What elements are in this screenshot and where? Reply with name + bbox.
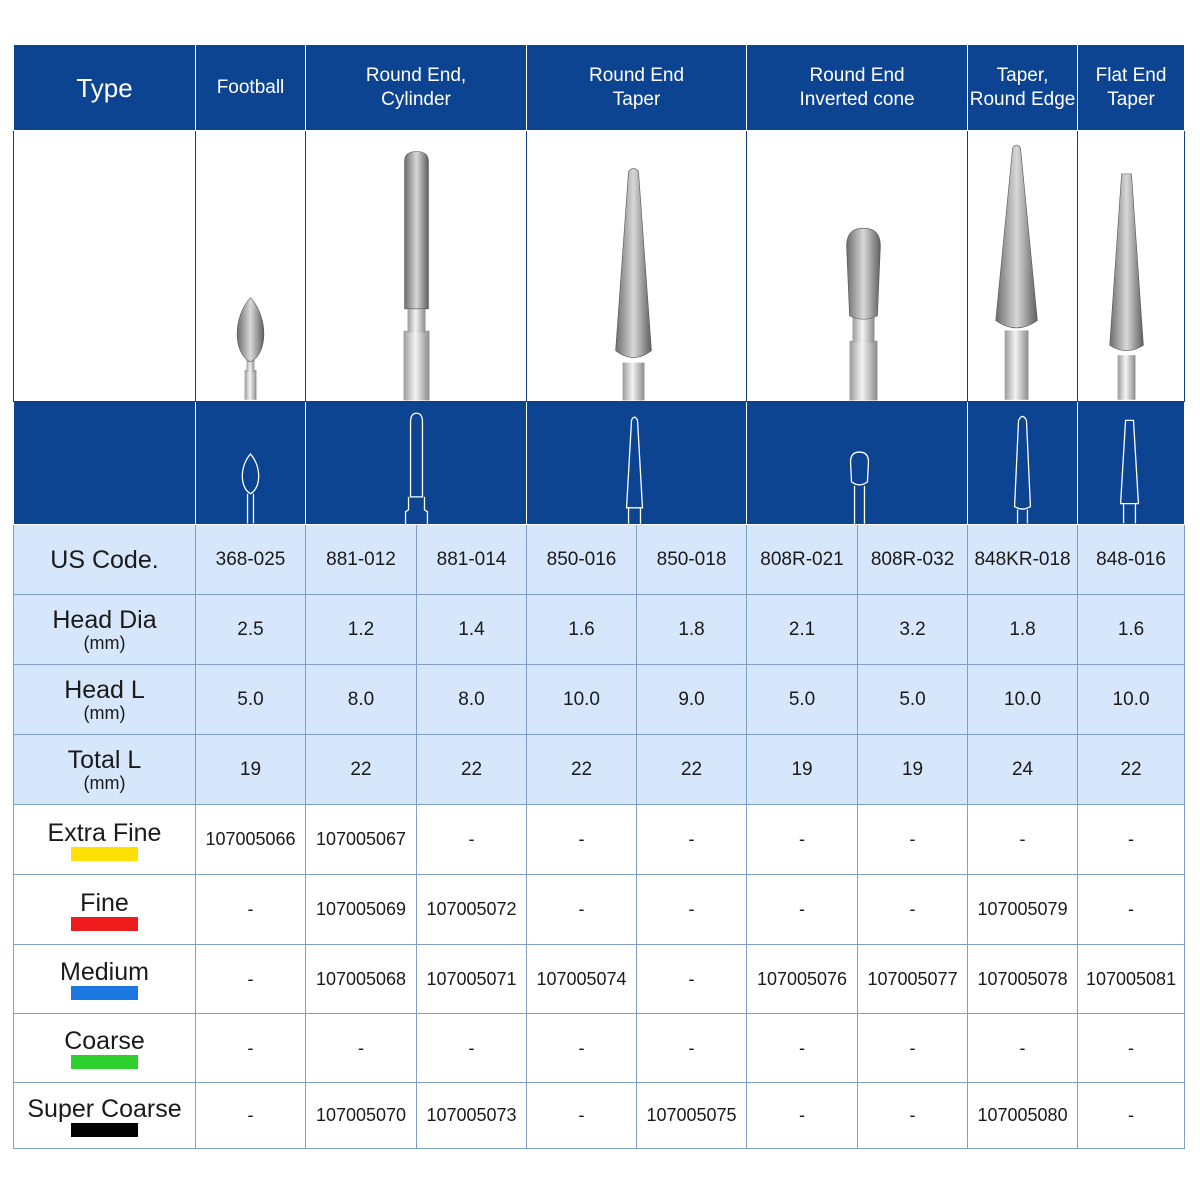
photo-row <box>14 131 1185 402</box>
grit-name: Fine <box>80 888 129 917</box>
head-l-row <box>14 665 1185 735</box>
item-code-cell: - <box>196 1083 306 1149</box>
item-code-cell: - <box>1078 875 1185 945</box>
photo-football <box>196 131 306 402</box>
item-code-cell: 107005070 <box>306 1083 417 1149</box>
head-dia-cell: 1.8 <box>968 595 1078 665</box>
grit-name: Medium <box>60 958 149 986</box>
grit-color-swatch <box>71 1123 138 1137</box>
item-code-cell: 107005080 <box>968 1083 1078 1149</box>
type-round-end-cylinder <box>306 45 527 131</box>
photo-taper-round-edge <box>968 131 1078 402</box>
grit-label-medium <box>14 945 196 1014</box>
grit-color-swatch <box>71 986 138 1000</box>
item-code-cell: 107005074 <box>527 945 637 1014</box>
us-code-cell: 848KR-018 <box>968 525 1078 595</box>
grit-name: Super Coarse <box>27 1094 182 1123</box>
type-label: Round End, Cylinder <box>365 64 467 110</box>
grit-label-coarse <box>14 1014 196 1083</box>
taper-round-edge-outline-icon <box>968 402 1077 524</box>
item-code-cell: - <box>306 1014 417 1083</box>
head-l-label <box>14 665 196 735</box>
item-code-cell: - <box>196 875 306 945</box>
total-l-cell: 22 <box>417 735 527 805</box>
inverted-cone-outline-icon <box>747 402 967 524</box>
inverted-cone-bur-image <box>747 131 967 401</box>
item-code-cell: 107005068 <box>306 945 417 1014</box>
item-code-cell: 107005078 <box>968 945 1078 1014</box>
us-code-cell: 850-016 <box>527 525 637 595</box>
head-l-cell: 10.0 <box>527 665 637 735</box>
taper-outline-icon <box>527 402 746 524</box>
item-code-cell: 107005072 <box>417 875 527 945</box>
taper-round-edge-bur-image <box>968 131 1077 401</box>
photo-flat-end-taper <box>1078 131 1185 402</box>
type-football <box>196 45 306 131</box>
sketch-round-end-cylinder <box>306 402 527 525</box>
photo-round-end-cylinder <box>306 131 527 402</box>
item-code-cell: 107005079 <box>968 875 1078 945</box>
type-label: Round End Inverted cone <box>799 64 915 110</box>
head-dia-cell: 2.5 <box>196 595 306 665</box>
head-dia-cell: 1.2 <box>306 595 417 665</box>
item-code-cell: 107005075 <box>637 1083 747 1149</box>
grit-color-swatch <box>71 1055 138 1069</box>
grit-row-extra-fine <box>14 805 1185 875</box>
grit-color-swatch <box>71 847 138 861</box>
item-code-cell: - <box>1078 805 1185 875</box>
type-label: Football <box>216 76 285 98</box>
us-code-cell: 808R-021 <box>747 525 858 595</box>
unit-text: (mm) <box>83 772 126 793</box>
sketch-taper-round-edge <box>968 402 1078 525</box>
item-code-cell: - <box>1078 1083 1185 1149</box>
header-row <box>14 45 1185 131</box>
head-l-text: Head L <box>64 675 145 704</box>
us-code-cell: 881-014 <box>417 525 527 595</box>
item-code-cell: - <box>527 805 637 875</box>
item-code-cell: - <box>968 1014 1078 1083</box>
item-code-cell: - <box>968 805 1078 875</box>
grit-name: Extra Fine <box>47 818 162 847</box>
head-l-cell: 10.0 <box>1078 665 1185 735</box>
sketch-round-end-taper <box>527 402 747 525</box>
head-l-cell: 5.0 <box>196 665 306 735</box>
item-code-cell: - <box>858 875 968 945</box>
grit-row-super-coarse <box>14 1083 1185 1149</box>
total-l-cell: 22 <box>527 735 637 805</box>
grit-name: Coarse <box>64 1027 145 1055</box>
cylinder-bur-image <box>306 131 526 401</box>
item-code-cell: 107005081 <box>1078 945 1185 1014</box>
head-l-cell: 8.0 <box>417 665 527 735</box>
unit-text: (mm) <box>83 702 126 723</box>
us-code-label: US Code. <box>14 525 196 595</box>
type-round-end-inverted-cone <box>747 45 968 131</box>
total-l-cell: 19 <box>196 735 306 805</box>
football-outline-icon <box>196 402 305 524</box>
total-l-cell: 19 <box>858 735 968 805</box>
type-taper-round-edge <box>968 45 1078 131</box>
type-label: Round End Taper <box>588 64 685 110</box>
total-l-cell: 22 <box>637 735 747 805</box>
head-dia-cell: 1.8 <box>637 595 747 665</box>
item-code-cell: - <box>196 1014 306 1083</box>
us-code-cell: 808R-032 <box>858 525 968 595</box>
flat-end-taper-outline-icon <box>1078 402 1184 524</box>
photo-empty-cell <box>14 131 196 402</box>
grit-color-swatch <box>71 917 138 931</box>
sketch-empty-cell <box>14 402 196 525</box>
head-dia-cell: 1.6 <box>527 595 637 665</box>
football-bur-image <box>196 131 305 401</box>
item-code-cell: 107005071 <box>417 945 527 1014</box>
grit-row-coarse <box>14 1014 1185 1083</box>
head-l-cell: 5.0 <box>858 665 968 735</box>
item-code-cell: 107005076 <box>747 945 858 1014</box>
type-label: Flat End Taper <box>1095 64 1167 110</box>
item-code-cell: 107005067 <box>306 805 417 875</box>
head-dia-row <box>14 595 1185 665</box>
item-code-cell: - <box>637 805 747 875</box>
item-code-cell: - <box>417 805 527 875</box>
item-code-cell: - <box>417 1014 527 1083</box>
item-code-cell: - <box>747 875 858 945</box>
bur-spec-table <box>13 44 1185 1149</box>
head-dia-text: Head Dia <box>52 605 157 634</box>
total-l-cell: 22 <box>306 735 417 805</box>
item-code-cell: - <box>637 875 747 945</box>
photo-round-end-taper <box>527 131 747 402</box>
us-code-cell: 848-016 <box>1078 525 1185 595</box>
total-l-cell: 22 <box>1078 735 1185 805</box>
type-header: Type <box>14 45 196 131</box>
grit-row-medium <box>14 945 1185 1014</box>
head-l-cell: 8.0 <box>306 665 417 735</box>
head-dia-cell: 2.1 <box>747 595 858 665</box>
item-code-cell: - <box>527 875 637 945</box>
item-code-cell: - <box>527 1083 637 1149</box>
total-l-cell: 19 <box>747 735 858 805</box>
photo-round-end-inverted-cone <box>747 131 968 402</box>
item-code-cell: - <box>527 1014 637 1083</box>
bur-spec-sheet <box>13 44 1184 1150</box>
type-label: Taper, Round Edge <box>969 64 1076 110</box>
item-code-cell: 107005073 <box>417 1083 527 1149</box>
head-l-cell: 5.0 <box>747 665 858 735</box>
sketch-round-end-inverted-cone <box>747 402 968 525</box>
head-l-cell: 10.0 <box>968 665 1078 735</box>
taper-bur-image <box>527 131 746 401</box>
item-code-cell: 107005066 <box>196 805 306 875</box>
total-l-cell: 24 <box>968 735 1078 805</box>
item-code-cell: - <box>858 805 968 875</box>
item-code-cell: - <box>637 1014 747 1083</box>
head-dia-cell: 1.6 <box>1078 595 1185 665</box>
sketch-football <box>196 402 306 525</box>
type-round-end-taper <box>527 45 747 131</box>
total-l-row <box>14 735 1185 805</box>
us-code-cell: 368-025 <box>196 525 306 595</box>
item-code-cell: - <box>858 1083 968 1149</box>
head-dia-label <box>14 595 196 665</box>
us-code-cell: 850-018 <box>637 525 747 595</box>
sketch-row <box>14 402 1185 525</box>
item-code-cell: 107005077 <box>858 945 968 1014</box>
item-code-cell: - <box>1078 1014 1185 1083</box>
grit-row-fine <box>14 875 1185 945</box>
grit-label-extra-fine <box>14 805 196 875</box>
item-code-cell: 107005069 <box>306 875 417 945</box>
unit-text: (mm) <box>83 632 126 653</box>
flat-end-taper-bur-image <box>1078 131 1184 401</box>
grit-label-fine <box>14 875 196 945</box>
head-dia-cell: 3.2 <box>858 595 968 665</box>
head-l-cell: 9.0 <box>637 665 747 735</box>
grit-label-super-coarse <box>14 1083 196 1149</box>
us-code-cell: 881-012 <box>306 525 417 595</box>
type-flat-end-taper <box>1078 45 1185 131</box>
item-code-cell: - <box>747 805 858 875</box>
head-dia-cell: 1.4 <box>417 595 527 665</box>
item-code-cell: - <box>747 1083 858 1149</box>
item-code-cell: - <box>747 1014 858 1083</box>
total-l-label <box>14 735 196 805</box>
us-code-row <box>14 525 1185 595</box>
item-code-cell: - <box>858 1014 968 1083</box>
sketch-flat-end-taper <box>1078 402 1185 525</box>
item-code-cell: - <box>196 945 306 1014</box>
cylinder-outline-icon <box>306 402 526 524</box>
total-l-text: Total L <box>67 745 142 774</box>
item-code-cell: - <box>637 945 747 1014</box>
